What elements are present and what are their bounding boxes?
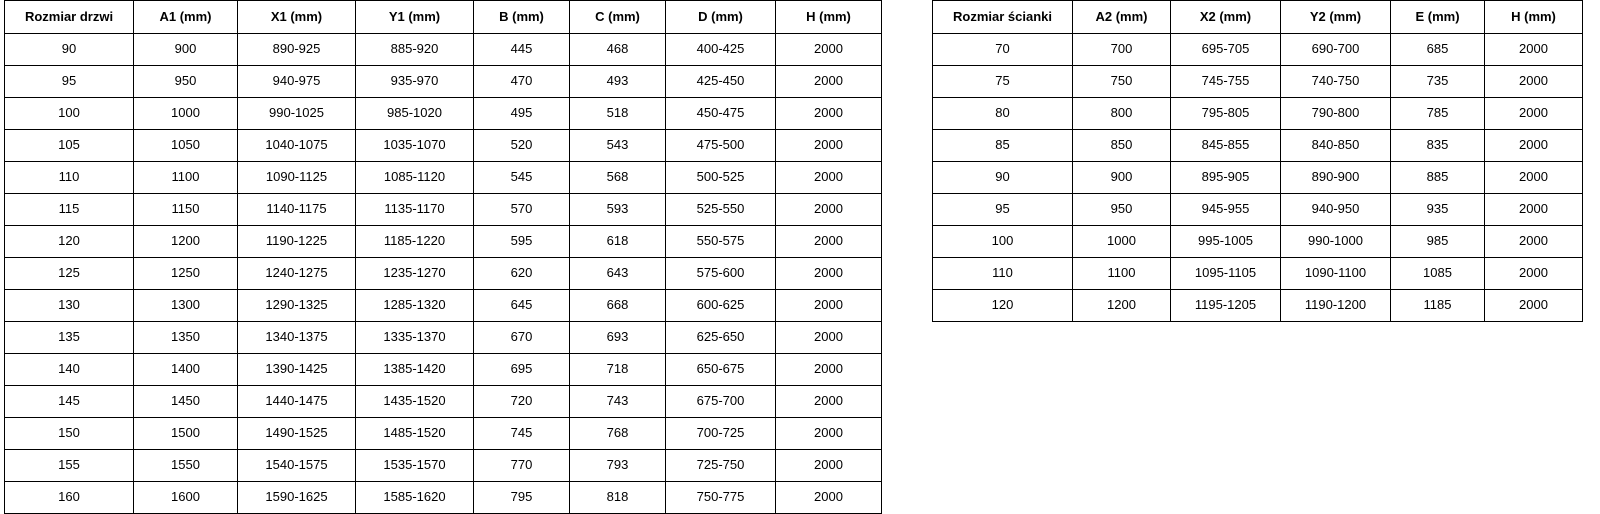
doors-cell: 2000 [776, 322, 882, 354]
doors-cell: 1600 [134, 482, 238, 514]
doors-cell: 1150 [134, 194, 238, 226]
walls-cell: 685 [1391, 34, 1485, 66]
doors-cell: 1435-1520 [356, 386, 474, 418]
table-row [5, 290, 882, 322]
doors-column-header: H (mm) [776, 1, 882, 34]
doors-cell: 600-625 [666, 290, 776, 322]
doors-cell: 1585-1620 [356, 482, 474, 514]
doors-cell: 2000 [776, 98, 882, 130]
doors-cell: 550-575 [666, 226, 776, 258]
walls-cell: 945-955 [1171, 194, 1281, 226]
doors-cell: 935-970 [356, 66, 474, 98]
doors-cell: 2000 [776, 354, 882, 386]
table-row [933, 34, 1583, 66]
doors-cell: 675-700 [666, 386, 776, 418]
doors-cell: 425-450 [666, 66, 776, 98]
table-row [5, 162, 882, 194]
doors-cell: 135 [5, 322, 134, 354]
walls-cell: 690-700 [1281, 34, 1391, 66]
doors-table-body [5, 34, 882, 514]
walls-cell: 1190-1200 [1281, 290, 1391, 322]
table-row [5, 34, 882, 66]
doors-cell: 2000 [776, 194, 882, 226]
table-row [933, 258, 1583, 290]
doors-cell: 1550 [134, 450, 238, 482]
doors-cell: 593 [570, 194, 666, 226]
walls-cell: 1085 [1391, 258, 1485, 290]
table-row [933, 98, 1583, 130]
table-header-row [5, 1, 882, 34]
doors-cell: 990-1025 [238, 98, 356, 130]
doors-cell: 1035-1070 [356, 130, 474, 162]
doors-cell: 525-550 [666, 194, 776, 226]
doors-cell: 1350 [134, 322, 238, 354]
doors-cell: 1500 [134, 418, 238, 450]
walls-cell: 885 [1391, 162, 1485, 194]
walls-cell: 750 [1073, 66, 1171, 98]
walls-table-header [933, 1, 1583, 34]
doors-cell: 1040-1075 [238, 130, 356, 162]
doors-cell: 2000 [776, 34, 882, 66]
table-row [5, 258, 882, 290]
doors-cell: 818 [570, 482, 666, 514]
walls-cell: 735 [1391, 66, 1485, 98]
doors-cell: 595 [474, 226, 570, 258]
doors-table-header [5, 1, 882, 34]
doors-cell: 693 [570, 322, 666, 354]
doors-cell: 1285-1320 [356, 290, 474, 322]
walls-cell: 1195-1205 [1171, 290, 1281, 322]
doors-cell: 620 [474, 258, 570, 290]
walls-dimensions-table [932, 0, 1583, 322]
doors-cell: 90 [5, 34, 134, 66]
doors-cell: 1185-1220 [356, 226, 474, 258]
doors-column-header: Y1 (mm) [356, 1, 474, 34]
walls-cell: 985 [1391, 226, 1485, 258]
doors-cell: 695 [474, 354, 570, 386]
doors-cell: 445 [474, 34, 570, 66]
walls-cell: 100 [933, 226, 1073, 258]
walls-cell: 835 [1391, 130, 1485, 162]
walls-cell: 840-850 [1281, 130, 1391, 162]
doors-cell: 155 [5, 450, 134, 482]
doors-cell: 500-525 [666, 162, 776, 194]
table-row [5, 482, 882, 514]
doors-cell: 745 [474, 418, 570, 450]
doors-cell: 793 [570, 450, 666, 482]
walls-cell: 1095-1105 [1171, 258, 1281, 290]
doors-cell: 140 [5, 354, 134, 386]
doors-cell: 568 [570, 162, 666, 194]
walls-cell: 2000 [1485, 194, 1583, 226]
walls-cell: 695-705 [1171, 34, 1281, 66]
doors-cell: 450-475 [666, 98, 776, 130]
doors-cell: 470 [474, 66, 570, 98]
table-row [5, 450, 882, 482]
doors-column-header: A1 (mm) [134, 1, 238, 34]
doors-cell: 2000 [776, 418, 882, 450]
doors-cell: 1250 [134, 258, 238, 290]
doors-cell: 625-650 [666, 322, 776, 354]
walls-cell: 2000 [1485, 258, 1583, 290]
doors-cell: 900 [134, 34, 238, 66]
doors-cell: 1200 [134, 226, 238, 258]
table-row [5, 418, 882, 450]
walls-cell: 900 [1073, 162, 1171, 194]
doors-cell: 1000 [134, 98, 238, 130]
walls-cell: 75 [933, 66, 1073, 98]
doors-cell: 110 [5, 162, 134, 194]
walls-cell: 2000 [1485, 98, 1583, 130]
doors-column-header: D (mm) [666, 1, 776, 34]
doors-cell: 645 [474, 290, 570, 322]
doors-cell: 160 [5, 482, 134, 514]
doors-cell: 1390-1425 [238, 354, 356, 386]
doors-cell: 643 [570, 258, 666, 290]
doors-cell: 725-750 [666, 450, 776, 482]
doors-cell: 1235-1270 [356, 258, 474, 290]
doors-cell: 1590-1625 [238, 482, 356, 514]
walls-table-container [932, 0, 1583, 322]
walls-cell: 2000 [1485, 226, 1583, 258]
table-row [5, 130, 882, 162]
doors-cell: 100 [5, 98, 134, 130]
doors-cell: 493 [570, 66, 666, 98]
doors-cell: 768 [570, 418, 666, 450]
doors-cell: 1100 [134, 162, 238, 194]
doors-cell: 618 [570, 226, 666, 258]
table-row [933, 194, 1583, 226]
doors-cell: 105 [5, 130, 134, 162]
table-row [933, 66, 1583, 98]
table-row [933, 290, 1583, 322]
walls-cell: 120 [933, 290, 1073, 322]
doors-cell: 1240-1275 [238, 258, 356, 290]
doors-cell: 1440-1475 [238, 386, 356, 418]
table-header-row [933, 1, 1583, 34]
doors-cell: 575-600 [666, 258, 776, 290]
doors-cell: 940-975 [238, 66, 356, 98]
table-row [5, 322, 882, 354]
doors-cell: 2000 [776, 66, 882, 98]
doors-cell: 1090-1125 [238, 162, 356, 194]
doors-cell: 115 [5, 194, 134, 226]
walls-column-header: X2 (mm) [1171, 1, 1281, 34]
table-row [5, 226, 882, 258]
walls-cell: 790-800 [1281, 98, 1391, 130]
doors-column-header: Rozmiar drzwi [5, 1, 134, 34]
doors-cell: 650-675 [666, 354, 776, 386]
walls-cell: 845-855 [1171, 130, 1281, 162]
doors-cell: 1385-1420 [356, 354, 474, 386]
walls-cell: 740-750 [1281, 66, 1391, 98]
doors-cell: 1450 [134, 386, 238, 418]
doors-cell: 1485-1520 [356, 418, 474, 450]
table-row [5, 66, 882, 98]
walls-column-header: H (mm) [1485, 1, 1583, 34]
doors-cell: 2000 [776, 450, 882, 482]
walls-cell: 70 [933, 34, 1073, 66]
doors-cell: 700-725 [666, 418, 776, 450]
doors-cell: 670 [474, 322, 570, 354]
walls-cell: 1185 [1391, 290, 1485, 322]
doors-cell: 475-500 [666, 130, 776, 162]
walls-cell: 2000 [1485, 130, 1583, 162]
walls-cell: 2000 [1485, 290, 1583, 322]
doors-cell: 885-920 [356, 34, 474, 66]
doors-cell: 1340-1375 [238, 322, 356, 354]
doors-column-header: B (mm) [474, 1, 570, 34]
doors-cell: 1135-1170 [356, 194, 474, 226]
doors-table-container [4, 0, 882, 514]
walls-cell: 110 [933, 258, 1073, 290]
table-row [933, 162, 1583, 194]
walls-cell: 2000 [1485, 34, 1583, 66]
walls-column-header: E (mm) [1391, 1, 1485, 34]
walls-cell: 80 [933, 98, 1073, 130]
doors-cell: 2000 [776, 162, 882, 194]
doors-cell: 1290-1325 [238, 290, 356, 322]
walls-cell: 890-900 [1281, 162, 1391, 194]
walls-cell: 1100 [1073, 258, 1171, 290]
doors-cell: 545 [474, 162, 570, 194]
walls-cell: 995-1005 [1171, 226, 1281, 258]
walls-cell: 850 [1073, 130, 1171, 162]
doors-cell: 518 [570, 98, 666, 130]
walls-cell: 745-755 [1171, 66, 1281, 98]
doors-cell: 543 [570, 130, 666, 162]
table-row [5, 386, 882, 418]
doors-cell: 890-925 [238, 34, 356, 66]
table-row [5, 354, 882, 386]
doors-cell: 1540-1575 [238, 450, 356, 482]
doors-cell: 495 [474, 98, 570, 130]
doors-cell: 2000 [776, 258, 882, 290]
walls-cell: 1090-1100 [1281, 258, 1391, 290]
doors-cell: 145 [5, 386, 134, 418]
table-row [5, 98, 882, 130]
doors-cell: 2000 [776, 130, 882, 162]
walls-cell: 1000 [1073, 226, 1171, 258]
doors-cell: 1400 [134, 354, 238, 386]
walls-cell: 990-1000 [1281, 226, 1391, 258]
walls-cell: 2000 [1485, 162, 1583, 194]
walls-cell: 90 [933, 162, 1073, 194]
doors-cell: 720 [474, 386, 570, 418]
doors-cell: 950 [134, 66, 238, 98]
doors-cell: 400-425 [666, 34, 776, 66]
doors-cell: 1535-1570 [356, 450, 474, 482]
doors-cell: 95 [5, 66, 134, 98]
walls-cell: 700 [1073, 34, 1171, 66]
doors-cell: 668 [570, 290, 666, 322]
walls-cell: 940-950 [1281, 194, 1391, 226]
doors-cell: 1300 [134, 290, 238, 322]
doors-cell: 743 [570, 386, 666, 418]
walls-cell: 935 [1391, 194, 1485, 226]
walls-cell: 85 [933, 130, 1073, 162]
doors-cell: 120 [5, 226, 134, 258]
doors-cell: 2000 [776, 482, 882, 514]
doors-cell: 795 [474, 482, 570, 514]
doors-cell: 570 [474, 194, 570, 226]
doors-column-header: X1 (mm) [238, 1, 356, 34]
doors-cell: 718 [570, 354, 666, 386]
walls-cell: 785 [1391, 98, 1485, 130]
doors-cell: 125 [5, 258, 134, 290]
doors-cell: 770 [474, 450, 570, 482]
walls-table-body [933, 34, 1583, 322]
doors-cell: 1335-1370 [356, 322, 474, 354]
doors-cell: 1190-1225 [238, 226, 356, 258]
doors-cell: 2000 [776, 226, 882, 258]
doors-cell: 468 [570, 34, 666, 66]
walls-cell: 95 [933, 194, 1073, 226]
walls-column-header: Y2 (mm) [1281, 1, 1391, 34]
table-row [5, 194, 882, 226]
walls-cell: 1200 [1073, 290, 1171, 322]
walls-cell: 895-905 [1171, 162, 1281, 194]
doors-cell: 750-775 [666, 482, 776, 514]
walls-column-header: Rozmiar ścianki [933, 1, 1073, 34]
doors-cell: 2000 [776, 386, 882, 418]
walls-column-header: A2 (mm) [1073, 1, 1171, 34]
walls-cell: 800 [1073, 98, 1171, 130]
walls-cell: 795-805 [1171, 98, 1281, 130]
table-row [933, 130, 1583, 162]
doors-cell: 130 [5, 290, 134, 322]
doors-cell: 1085-1120 [356, 162, 474, 194]
doors-column-header: C (mm) [570, 1, 666, 34]
doors-cell: 520 [474, 130, 570, 162]
doors-dimensions-table [4, 0, 882, 514]
walls-cell: 950 [1073, 194, 1171, 226]
doors-cell: 1050 [134, 130, 238, 162]
doors-cell: 1140-1175 [238, 194, 356, 226]
doors-cell: 2000 [776, 290, 882, 322]
table-row [933, 226, 1583, 258]
doors-cell: 150 [5, 418, 134, 450]
doors-cell: 985-1020 [356, 98, 474, 130]
doors-cell: 1490-1525 [238, 418, 356, 450]
walls-cell: 2000 [1485, 66, 1583, 98]
